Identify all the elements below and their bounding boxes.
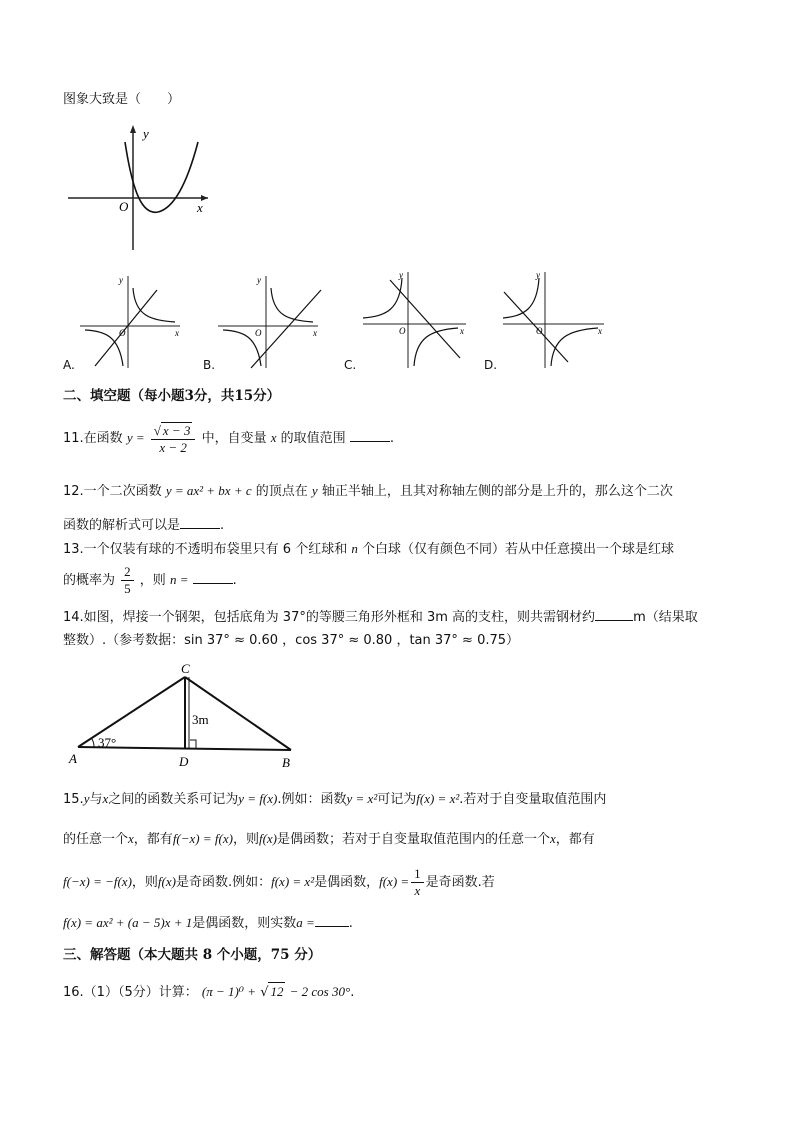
q14-answer-blank[interactable] [595,608,633,621]
q16-end: . [350,985,355,1000]
vertex-b-label: B [282,755,290,770]
q15-l3-d: 是奇函数.若 [425,875,495,890]
q16-formula-a: (π − 1)⁰ + [201,984,257,999]
q15-l2-d: 是偶函数；若对于自变量取值范围内的任意一个 [277,832,551,847]
intro-text: 图象大致是（ ） [63,92,181,107]
q11-denominator: x − 2 [159,439,187,455]
opt-c-hyperbola-1 [363,278,402,318]
q15-l1-d: .例如：函数 [277,792,347,807]
triangle-side-ac [78,677,185,747]
question-12-line-1 [63,482,673,501]
main-y-arrow [130,125,136,133]
q15-l1-y: y [83,791,90,806]
main-y-label: y [143,126,149,141]
q13-end: . [232,573,237,588]
q11-prefix: 11.在函数 [63,431,123,446]
opt-a-y: y [119,275,123,285]
foot-d-label: D [179,754,189,769]
q12-mid: 的顶点在 [255,484,308,499]
q15-l1-f3: f(x) = x² [416,791,460,806]
q13-denominator: 5 [124,581,131,596]
question-15-line-2 [63,830,595,849]
angle-arc [92,739,94,747]
opt-c-y: y [399,270,403,280]
q15-l3-b: 是奇函数.例如： [175,875,272,890]
opt-a-line [95,290,157,366]
q15-l1-f2: y = x² [346,791,378,806]
option-a-graph [75,268,187,372]
question-15-line-1 [63,790,606,809]
option-a-label: A. [63,358,75,372]
q15-l2-x2: x [550,831,556,846]
opt-b-hyperbola-1 [271,288,313,322]
q13-numerator: 2 [121,564,134,581]
question-15-line-3 [63,864,495,901]
opt-b-x: x [313,328,317,338]
opt-c-o: O [399,326,406,336]
opt-b-y: y [257,275,261,285]
q11-numerator: √ x − 3 [151,422,196,440]
opt-d-hyperbola-1 [503,278,539,318]
right-angle-mark [190,740,196,748]
q11-mid: 中，自变量 [201,431,267,446]
question-11 [63,420,394,457]
q15-l2-c: ，则 [232,832,259,847]
main-origin-label: O [119,199,129,214]
option-c-label: C. [344,358,357,372]
q13-line2-a: 的概率为 [63,573,116,588]
q12-prefix: 12.一个二次函数 [63,484,162,499]
steel-frame-figure [66,660,306,775]
q15-l1-f: .若对于自变量取值范围内 [459,792,607,807]
q15-l1-b: 与 [89,792,103,807]
question-12-line-2 [63,516,224,535]
q15-answer-blank[interactable] [315,914,349,927]
q11-sqrt-arg: x − 3 [162,422,191,438]
q12-formula: y = ax² + bx + c [165,483,252,498]
section-3-heading: 三、解答题（本大题共 8 个小题，75 分） [63,947,322,963]
option-c-graph [358,266,473,372]
q15-l2-a: 的任意一个 [63,832,129,847]
question-15-line-4 [63,914,353,933]
option-b-label: B. [203,358,216,372]
q13-line1-b: 个白球（仅有颜色不同）若从中任意摸出一个球是红球 [362,542,675,557]
q11-y-eq: y = [126,430,145,445]
q12-answer-blank[interactable] [180,516,220,529]
q13-fraction [121,564,134,597]
option-d-graph [498,266,610,372]
q12-suffix: 轴正半轴上，且其对称轴左侧的部分是上升的，那么这个二次 [321,484,673,499]
q15-l4-var: a = [296,915,315,930]
question-13-line-2 [63,562,237,599]
vertex-c-label: C [181,661,190,676]
question-13-line-1 [63,540,674,559]
opt-b-line [251,290,321,368]
q13-var: n [351,541,358,556]
question-16: 16.（1）（5分）计算： (π − 1)⁰ + √ 12 − 2 cos 30°. [63,984,355,1000]
question-14-line-1 [63,608,698,627]
q15-l1-x: x [102,791,109,806]
q15-l2-f1: f(−x) = f(x) [172,831,233,846]
q15-l3-f2: f(x) [157,874,176,889]
q15-l2-x: x [128,831,134,846]
q13-answer-blank[interactable] [193,571,233,584]
q13-n-eq: n = [169,572,189,587]
opt-b-o: O [255,328,262,338]
q15-numerator: 1 [411,866,424,883]
q15-l4-a: 是偶函数，则实数 [192,916,297,931]
opt-a-hyperbola-2 [85,330,123,366]
main-x-label: x [197,200,203,215]
intro-line [63,91,180,109]
q16-formula-b: − 2 cos 30° [289,984,351,999]
vertex-a-label: A [69,751,77,766]
q12-var: y [311,483,318,498]
q15-fraction [411,866,424,899]
q12-line2: 函数的解析式可以是 [63,518,181,533]
q14-line1-end: m（结果取 [633,610,698,625]
option-b-graph [213,268,325,372]
q15-l2-e: ，都有 [555,832,595,847]
q15-l2-f2: f(x) [258,831,277,846]
q15-l3-c: 是偶函数， [314,875,380,890]
q15-l3-f3: f(x) = x² [271,874,315,889]
main-parabola-graph [63,120,213,255]
q11-var: x [270,430,277,445]
opt-d-hyperbola-2 [551,328,598,366]
opt-c-hyperbola-2 [414,328,458,366]
opt-c-line [390,280,460,358]
q14-line2: 整数）.（参考数据：sin 37° ≈ 0.60 ，cos 37° ≈ 0.80 ，tan 37° ≈ 0.75） [63,633,520,648]
q15-l2-b: ，都有 [133,832,173,847]
q15-l4-end: . [348,916,353,931]
opt-a-o: O [119,328,126,338]
q15-l3-a: ，则 [131,875,158,890]
section-2-heading: 二、填空题（每小题3分，共15分） [63,388,281,404]
q11-end: . [389,431,394,446]
q15-l3-f4: f(x) = [379,874,410,889]
question-14-line-2 [63,632,519,650]
height-label: 3m [192,712,209,727]
q11-suffix: 的取值范围 [280,431,346,446]
q12-end: . [220,518,225,533]
option-d-label: D. [484,358,498,372]
q14-line1: 14.如图，焊接一个钢架，包括底角为 37°的等腰三角形外框和 3m 高的支柱，则共需钢材约 [63,610,596,625]
q13-line1-a: 13.一个仅装有球的不透明布袋里只有 6 个红球和 [63,542,348,557]
opt-c-x: x [460,326,464,336]
main-parabola-curve [125,142,198,212]
q15-l4-f: f(x) = ax² + (a − 5)x + 1 [63,915,193,930]
q15-l3-f1: f(−x) = −f(x) [63,874,132,889]
opt-d-y: y [536,270,540,280]
q15-l1-f1: y = f(x) [238,791,278,806]
q11-answer-blank[interactable] [350,429,390,442]
angle-label: 37° [98,735,117,750]
q15-l1-a: 15. [63,792,84,807]
q15-l1-e: 可记为 [377,792,417,807]
q15-denominator: x [414,883,421,898]
q15-l1-c: 之间的函数关系可记为 [108,792,239,807]
opt-a-x: x [175,328,179,338]
q16-prefix: 16.（1）（5分）计算： [63,985,198,1000]
q13-line2-b: ，则 [139,573,166,588]
q16-sqrt-arg: 12 [270,984,284,999]
q11-fraction [151,422,196,456]
opt-d-x: x [598,326,602,336]
opt-d-o: O [536,326,543,336]
